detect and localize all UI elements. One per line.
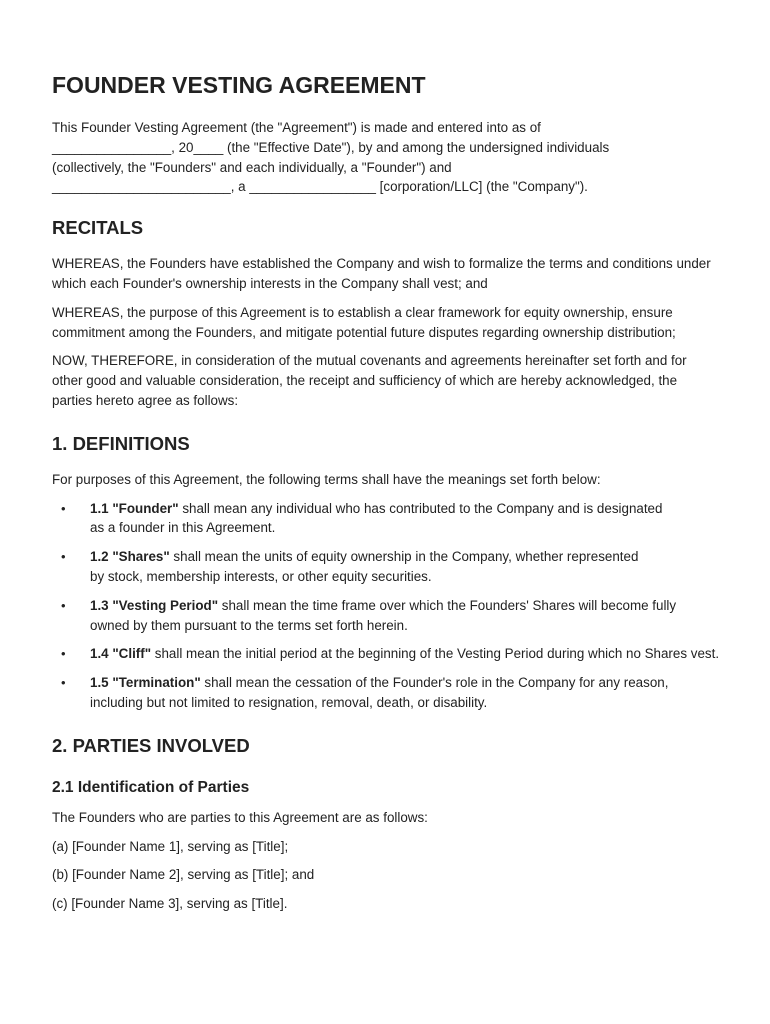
bullet-icon: • [61, 549, 66, 565]
intro-line-3: (collectively, the "Founders" and each individually, a "Founder") and [52, 159, 452, 175]
party-c: (c) [Founder Name 3], serving as [Title]. [52, 896, 288, 912]
definition-text: shall mean the units of equity ownership in the Company, whether represented by stock, membership interests, or other equity securities. [90, 549, 639, 584]
definition-term: 1.2 "Shares" [90, 549, 170, 565]
bullet-icon: • [61, 597, 66, 613]
definition-term: 1.1 "Founder" [90, 500, 179, 516]
recitals-heading: RECITALS [52, 217, 144, 239]
parties-heading: 2. PARTIES INVOLVED [52, 734, 250, 756]
definition-item-shares [52, 547, 650, 587]
definition-item-termination [52, 673, 720, 713]
intro-line-4: ________________________, a _________________ [corporation/LLC] (the "Company"). [52, 179, 588, 195]
definitions-list [52, 499, 718, 713]
definitions-lead: For purposes of this Agreement, the following terms shall have the meanings set forth below: [52, 471, 601, 487]
definition-item-founder [52, 499, 680, 539]
recital-paragraph-2: WHEREAS, the purpose of this Agreement is to establish a clear framework for equity ownership, ensure commitment among the Founders, and mitigate potential future disputes regarding ownership distribution; [52, 304, 676, 340]
parties-lead: The Founders who are parties to this Agreement are as follows: [52, 809, 428, 825]
bullet-icon: • [61, 646, 66, 662]
recital-paragraph-3: NOW, THEREFORE, in consideration of the mutual covenants and agreements hereinafter set forth and for other good and valuable consideration, the receipt and sufficiency of which are hereby acknowledged, the parties hereto agree as follows: [52, 353, 687, 408]
definition-term: 1.3 "Vesting Period" [90, 597, 219, 613]
recital-paragraph-1: WHEREAS, the Founders have established the Company and wish to formalize the terms and conditions under which each Founder's ownership interests in the Company shall vest; and [52, 256, 711, 291]
party-b: (b) [Founder Name 2], serving as [Title]; and [52, 867, 315, 883]
parties-subheading: 2.1 Identification of Parties [52, 778, 250, 796]
definition-item-vesting-period [52, 596, 690, 636]
bullet-icon: • [61, 500, 66, 516]
definition-term: 1.4 "Cliff" [90, 646, 152, 662]
intro-line-1: This Founder Vesting Agreement (the "Agreement") is made and entered into as of [52, 120, 541, 135]
definition-item-cliff [52, 644, 720, 664]
intro-line-2: ________________, 20____ (the "Effective Date"), by and among the undersigned individuals [52, 139, 610, 155]
definition-term: 1.5 "Termination" [90, 675, 201, 691]
definition-text: shall mean the cessation of the Founder's role in the Company for any reason, including but not limited to resignation, removal, death, or disability. [90, 675, 669, 710]
document-title: FOUNDER VESTING AGREEMENT [52, 72, 426, 98]
definition-text: shall mean the time frame over which the Founders' Shares will become fully owned by them pursuant to the terms set forth herein. [90, 597, 677, 633]
intro-paragraph [52, 118, 718, 197]
definitions-heading: 1. DEFINITIONS [52, 432, 190, 454]
definition-text: shall mean any individual who has contributed to the Company and is designated as a founder in this Agreement. [90, 500, 663, 536]
definition-text: shall mean the initial period at the beginning of the Vesting Period during which no Shares vest. [151, 646, 720, 662]
bullet-icon: • [61, 675, 66, 691]
party-a: (a) [Founder Name 1], serving as [Title]; [52, 838, 289, 854]
